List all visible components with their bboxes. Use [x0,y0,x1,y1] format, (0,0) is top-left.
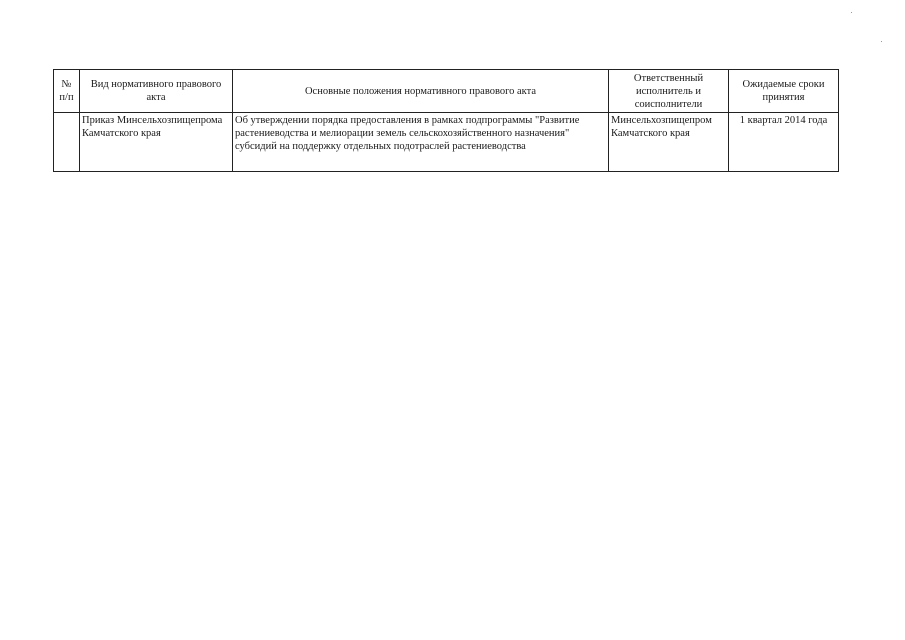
table-header [54,70,839,113]
table-row [54,113,839,172]
cell-deadline: 1 квартал 2014 года [729,113,839,172]
cell-num [54,113,80,172]
header-deadline: Ожидаемые сроки принятия [729,70,839,113]
table-body [54,113,839,172]
header-act-type: Вид нормативного правового акта [80,70,233,113]
scan-speck [881,41,882,42]
scan-speck [851,12,852,13]
cell-act-type: Приказ Минсельхозпищепрома Камчатского края [80,113,233,172]
header-row [54,70,839,113]
header-responsible: Ответственный исполнитель и соисполнители [609,70,729,113]
legal-acts-table [53,69,839,172]
cell-provisions: Об утверждении порядка предоставления в рамках подпрограммы "Развитие растениеводства и мелиорации земель сельскохозяйственного назначения" субсидий на поддержку отдельных подотраслей растениеводства [233,113,609,172]
cell-responsible: Минсельхозпищепром Камчатского края [609,113,729,172]
header-num: № п/п [54,70,80,113]
header-provisions: Основные положения нормативного правового акта [233,70,609,113]
